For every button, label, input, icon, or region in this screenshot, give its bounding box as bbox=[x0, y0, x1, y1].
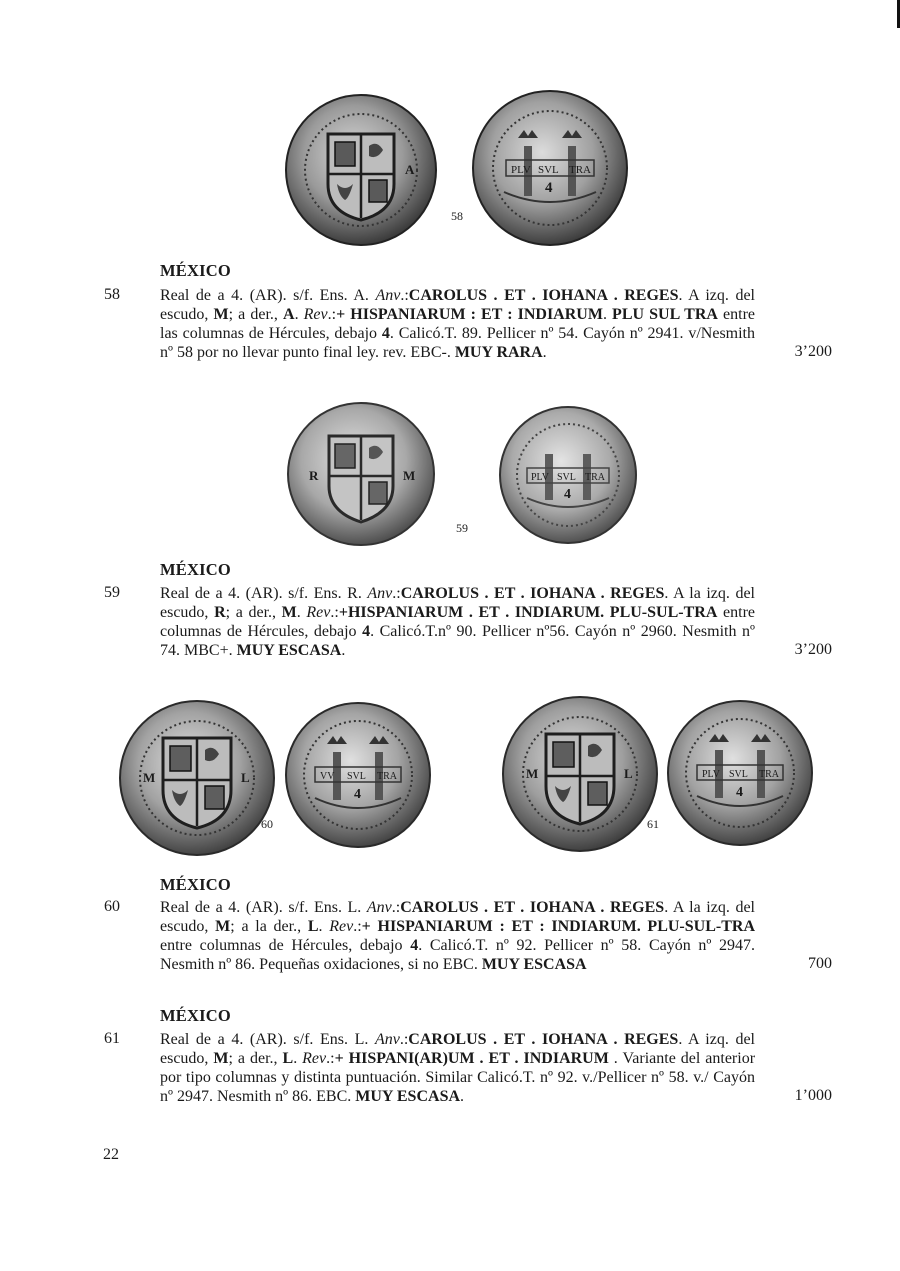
lot-60-price: 700 bbox=[808, 955, 832, 972]
coin-61-left-mint: M bbox=[526, 766, 539, 781]
coin-reverse-60 bbox=[283, 700, 433, 850]
coin-59-left-mint: R bbox=[309, 468, 319, 483]
coin-reverse-61 bbox=[665, 698, 815, 848]
lot-60-number: 60 bbox=[104, 898, 120, 915]
coin-59-motto-2: SVL bbox=[557, 472, 576, 483]
coin-59-right-mint: M bbox=[403, 468, 416, 483]
coin-61-value: 4 bbox=[736, 785, 743, 800]
coin-61-right-mint: L bbox=[624, 766, 633, 781]
lot-59-description: Real de a 4. (AR). s/f. Ens. R. Anv.:CAROLUS . ET . IOHANA . REGES. A la izq. del escudo, R; a der., M. Rev.:+HISPANIARUM . ET . INDIARUM. PLU-SUL-TRA entre columnas de Hércules, debajo 4. Calicó.T.nº 90. Pellicer nº56. Cayón nº 2960. Nesmith nº 74. MBC+. MUY ESCASA. bbox=[160, 585, 755, 659]
coin-obverse-61 bbox=[500, 694, 660, 854]
coin-59-motto-3: TRA bbox=[585, 472, 605, 483]
lot-58-heading: MÉXICO bbox=[160, 261, 231, 280]
coin-61-motto-3: TRA bbox=[759, 769, 779, 780]
lot-61-number: 61 bbox=[104, 1030, 120, 1047]
lot-58-number: 58 bbox=[104, 286, 120, 303]
coin-60-right-mint: L bbox=[241, 770, 250, 785]
coin-61-obverse-art bbox=[500, 694, 660, 854]
coin-60-value: 4 bbox=[354, 787, 361, 802]
coin-58-motto-3: TRA bbox=[569, 164, 591, 176]
coin-58-obverse-art bbox=[283, 92, 439, 248]
lot-60-description: Real de a 4. (AR). s/f. Ens. L. Anv.:CAROLUS . ET . IOHANA . REGES. A la izq. del escudo, M; a la der., L. Rev.:+ HISPANIARUM : ET : INDIARUM. PLU-SUL-TRA entre columnas de Hércules, debajo 4. Calicó.T. nº 92. Pellicer nº 58. Cayón nº 2947. Nesmith nº 86. Pequeñas oxidaciones, si no EBC. MUY ESCASA bbox=[160, 899, 756, 973]
coin-60-left-mint: M bbox=[143, 770, 156, 785]
image-label-61: 61 bbox=[647, 817, 659, 831]
image-label-59: 59 bbox=[456, 521, 468, 535]
image-label-60: 60 bbox=[261, 817, 273, 831]
coin-58-value: 4 bbox=[545, 180, 553, 196]
coin-61-reverse-art bbox=[665, 698, 815, 848]
coin-58-motto-2: SVL bbox=[538, 164, 559, 176]
coin-reverse-58 bbox=[470, 88, 630, 248]
coin-obverse-59 bbox=[285, 400, 437, 548]
coin-59-reverse-art bbox=[497, 404, 639, 546]
lot-61-price: 1’000 bbox=[794, 1087, 832, 1104]
lot-59-number: 59 bbox=[104, 584, 120, 601]
lot-60-heading: MÉXICO bbox=[160, 875, 231, 894]
coin-60-obverse-art bbox=[117, 698, 277, 858]
lot-59-price: 3’200 bbox=[794, 641, 832, 658]
coin-59-obverse-art bbox=[285, 400, 437, 548]
coin-obverse-58 bbox=[283, 92, 439, 248]
coin-58-motto-1: PLV bbox=[511, 164, 531, 176]
coin-60-motto-1: VV bbox=[320, 771, 335, 782]
lot-59-heading: MÉXICO bbox=[160, 560, 231, 579]
coin-59-motto-1: PLV bbox=[531, 472, 549, 483]
coin-60-reverse-art bbox=[283, 700, 433, 850]
coin-61-motto-2: SVL bbox=[729, 769, 748, 780]
coin-58-right-mint: A bbox=[405, 162, 415, 177]
coin-reverse-59 bbox=[497, 404, 639, 546]
coin-59-value: 4 bbox=[564, 487, 571, 502]
image-label-58: 58 bbox=[451, 209, 463, 223]
page-number: 22 bbox=[103, 1146, 119, 1163]
coin-61-motto-1: PLV bbox=[702, 769, 720, 780]
lot-61-description: Real de a 4. (AR). s/f. Ens. L. Anv.:CAROLUS . ET . IOHANA . REGES. A izq. del escudo, M; a der., L. Rev.:+ HISPANI(AR)UM . ET . INDIARUM . Variante del anterior por tipo columnas y distinta puntuación. Similar Calicó.T. nº 92. v./Pellicer nº 58. v./ Cayón nº 2947. Nesmith nº 86. EBC. MUY ESCASA. bbox=[160, 1031, 756, 1105]
coin-obverse-60 bbox=[117, 698, 277, 858]
coin-60-motto-2: SVL bbox=[347, 771, 366, 782]
lot-58-price: 3’200 bbox=[794, 343, 832, 360]
lot-58-description: Real de a 4. (AR). s/f. Ens. A. Anv.:CAROLUS . ET . IOHANA . REGES. A izq. del escudo, M; a der., A. Rev.:+ HISPANIARUM : ET : INDIARUM. PLU SUL TRA entre las columnas de Hércules, debajo 4. Calicó.T. 89. Pellicer nº 54. Cayón nº 2941. v/Nesmith nº 58 por no llevar punto final ley. rev. EBC-. MUY RARA. bbox=[160, 287, 756, 361]
lot-61-heading: MÉXICO bbox=[160, 1006, 231, 1025]
coin-58-reverse-art bbox=[470, 88, 630, 248]
coin-60-motto-3: TRA bbox=[377, 771, 397, 782]
